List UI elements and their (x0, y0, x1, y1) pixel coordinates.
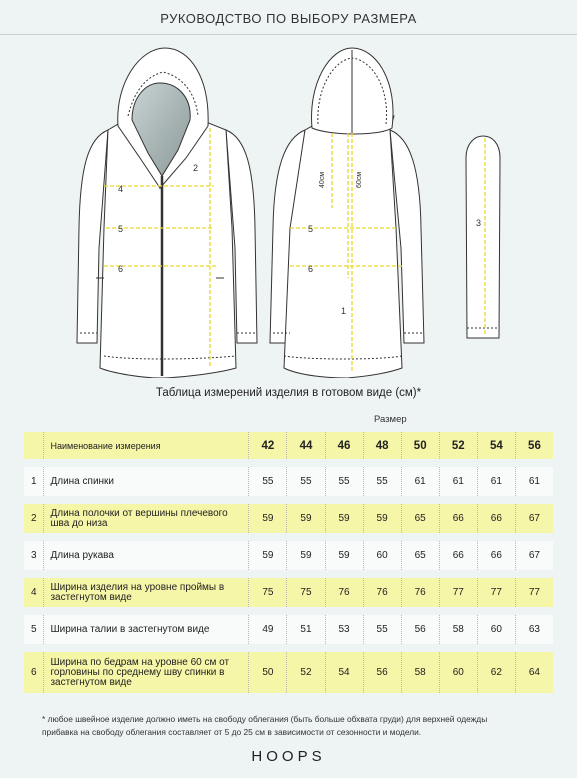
measurement-value: 55 (286, 467, 324, 496)
measurement-value: 76 (363, 578, 401, 607)
measurement-value: 58 (401, 652, 439, 693)
measurement-value: 66 (439, 541, 477, 570)
row-gap-cell (24, 496, 553, 504)
measurement-value: 65 (401, 504, 439, 533)
measurement-value: 50 (248, 652, 286, 693)
sleeve-label-3: 3 (476, 218, 482, 228)
measurement-name: Длина рукава (43, 541, 248, 570)
table-row (24, 541, 553, 570)
measurement-value: 77 (515, 578, 553, 607)
measurement-value: 77 (477, 578, 515, 607)
size-header-48: 48 (363, 432, 401, 459)
measurement-value: 51 (286, 615, 324, 644)
measurement-value: 49 (248, 615, 286, 644)
footnote-line-1: * любое швейное изделие должно иметь на свободу облегания (быть больше обхвата груди) для верхней одежды (42, 714, 488, 724)
row-gap (24, 496, 553, 504)
measurement-value: 59 (286, 504, 324, 533)
measurement-value: 56 (401, 615, 439, 644)
front-label-6: 6 (118, 264, 124, 274)
measurement-value: 61 (477, 467, 515, 496)
measurement-value: 60 (363, 541, 401, 570)
measurement-value: 67 (515, 504, 553, 533)
measurement-value: 61 (439, 467, 477, 496)
front-view (77, 48, 257, 378)
size-label: Размер (374, 414, 407, 425)
row-number: 2 (24, 504, 43, 533)
hoops-logo: HOOPS (251, 748, 326, 765)
measurement-value: 76 (325, 578, 363, 607)
measurement-name: Ширина изделия на уровне проймы в застегнутом виде (43, 578, 248, 607)
size-header-42: 42 (248, 432, 286, 459)
back-view (270, 48, 424, 378)
row-gap (24, 607, 553, 615)
measurement-value: 59 (286, 541, 324, 570)
row-number: 6 (24, 652, 43, 693)
footnote (42, 713, 542, 739)
top-divider (0, 34, 577, 35)
measurement-value: 75 (248, 578, 286, 607)
back-label-6: 6 (308, 264, 314, 274)
size-table (24, 432, 553, 693)
measurement-value: 55 (363, 615, 401, 644)
row-gap-cell (24, 533, 553, 541)
measurement-name: Длина спинки (43, 467, 248, 496)
measurement-name: Ширина по бедрам на уровне 60 см от горловины по среднему шву спинки в застегнутом виде (43, 652, 248, 693)
measurement-name: Ширина талии в застегнутом виде (43, 615, 248, 644)
size-header-54: 54 (477, 432, 515, 459)
row-number: 1 (24, 467, 43, 496)
measurement-value: 58 (439, 615, 477, 644)
measurement-value: 54 (325, 652, 363, 693)
page-title: РУКОВОДСТВО ПО ВЫБОРУ РАЗМЕРА (160, 11, 417, 26)
measurement-value: 76 (401, 578, 439, 607)
row-gap-cell (24, 607, 553, 615)
measurement-value: 59 (248, 504, 286, 533)
measurement-value: 52 (286, 652, 324, 693)
measurement-value: 61 (515, 467, 553, 496)
measurement-value: 67 (515, 541, 553, 570)
measurement-value: 59 (363, 504, 401, 533)
row-gap (24, 644, 553, 652)
measurement-value: 64 (515, 652, 553, 693)
measurement-value: 59 (325, 541, 363, 570)
measurement-value: 62 (477, 652, 515, 693)
measurement-name: Длина полочки от вершины плечевого шва до низа (43, 504, 248, 533)
row-gap-cell (24, 459, 553, 467)
size-header-52: 52 (439, 432, 477, 459)
measurement-value: 77 (439, 578, 477, 607)
size-header-46: 46 (325, 432, 363, 459)
table-row (24, 504, 553, 533)
back-label-1: 1 (341, 306, 347, 316)
measurement-value: 55 (363, 467, 401, 496)
row-gap-cell (24, 570, 553, 578)
table-row (24, 652, 553, 693)
row-gap (24, 459, 553, 467)
back-label-40: 40см (319, 171, 326, 188)
measurement-value: 55 (325, 467, 363, 496)
measurement-value: 65 (401, 541, 439, 570)
measurement-value: 60 (439, 652, 477, 693)
measurement-value: 60 (477, 615, 515, 644)
table-title: Таблица измерений изделия в готовом виде (см)* (155, 387, 422, 399)
front-label-5: 5 (118, 224, 124, 234)
header-name-cell: Наименование измерения (43, 432, 248, 459)
measurement-value: 59 (248, 541, 286, 570)
measurement-value: 63 (515, 615, 553, 644)
size-header-50: 50 (401, 432, 439, 459)
row-gap-cell (24, 644, 553, 652)
size-header-56: 56 (515, 432, 553, 459)
table-header-row (24, 432, 553, 459)
measurement-value: 75 (286, 578, 324, 607)
measurement-value: 66 (439, 504, 477, 533)
header-num-cell (24, 432, 43, 459)
back-label-60: 60см (356, 171, 363, 188)
row-number: 4 (24, 578, 43, 607)
table-row (24, 615, 553, 644)
table-row (24, 467, 553, 496)
size-header-44: 44 (286, 432, 324, 459)
measurement-value: 61 (401, 467, 439, 496)
measurement-value: 55 (248, 467, 286, 496)
front-label-4: 4 (118, 184, 124, 194)
garment-drawings (0, 38, 577, 378)
footnote-line-2: прибавка на свободу облегания составляет от 5 до 25 см в зависимости от сезонности и модели. (42, 727, 422, 737)
measurement-value: 53 (325, 615, 363, 644)
table-row (24, 578, 553, 607)
front-label-2: 2 (193, 163, 199, 173)
measurement-value: 59 (325, 504, 363, 533)
back-label-5: 5 (308, 224, 314, 234)
measurement-value: 66 (477, 541, 515, 570)
row-number: 5 (24, 615, 43, 644)
row-gap (24, 533, 553, 541)
measurement-value: 66 (477, 504, 515, 533)
measurement-value: 56 (363, 652, 401, 693)
sleeve-view (466, 136, 500, 338)
row-number: 3 (24, 541, 43, 570)
row-gap (24, 570, 553, 578)
